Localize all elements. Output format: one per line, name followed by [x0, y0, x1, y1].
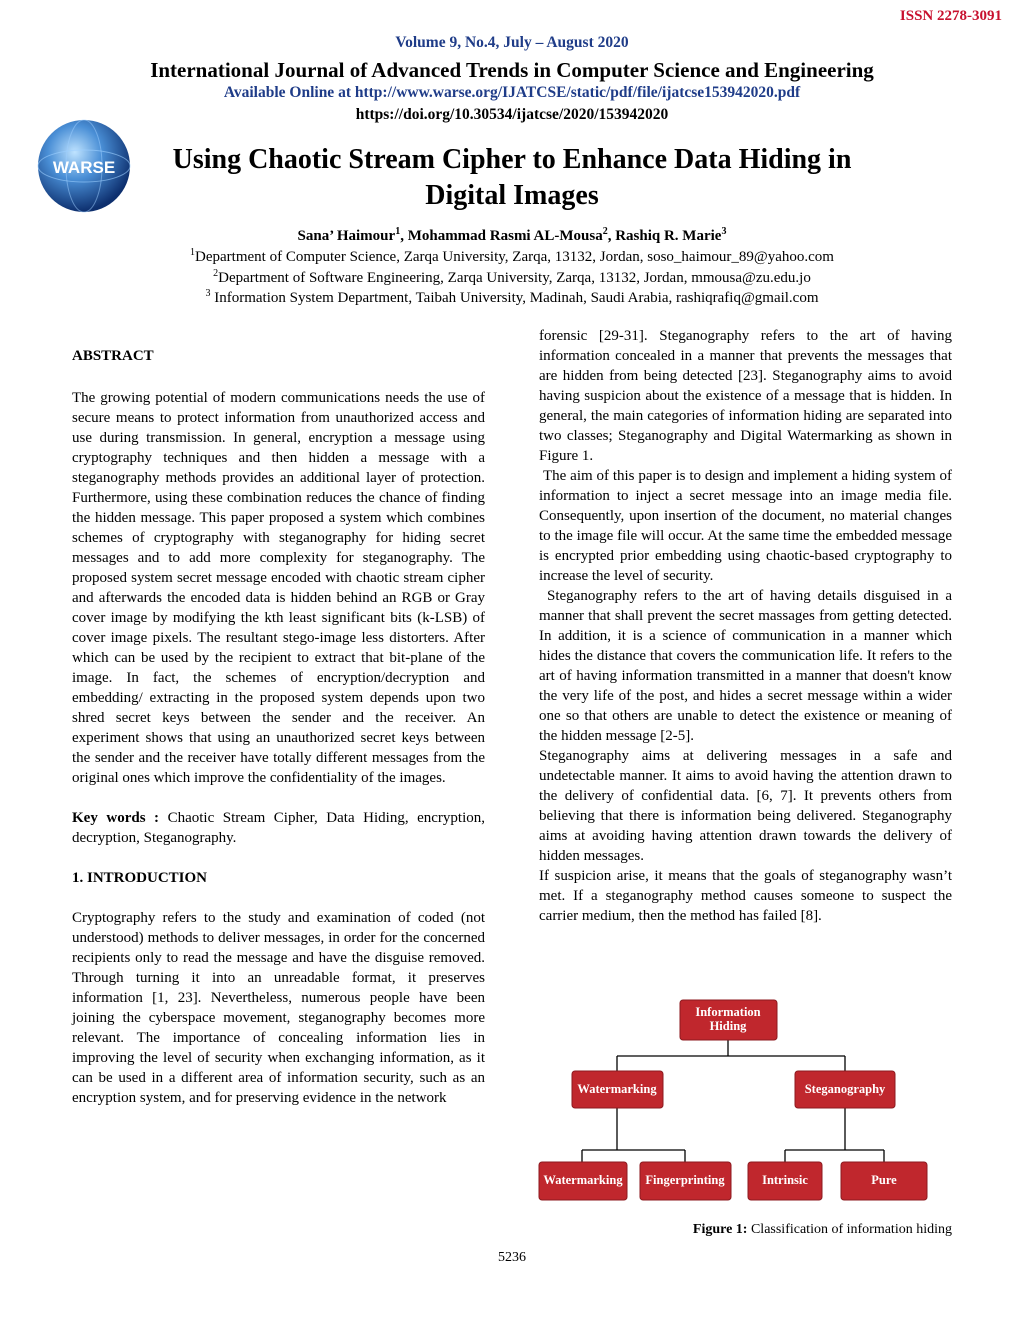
title-line-2: Digital Images	[425, 180, 599, 211]
node-fingerprinting-label: Fingerprinting	[645, 1173, 725, 1187]
affiliation-3	[0, 290, 1024, 307]
affiliation-3-text: Information System Department, Taibah University, Madinah, Saudi Arabia, rashiqrafiq@gmail.com	[210, 290, 819, 306]
issn: ISSN 2278-3091	[899, 8, 1002, 24]
page-number: 5236	[498, 1250, 526, 1265]
right-paragraph-5: If suspicion arise, it means that the goals of steganography wasn’t met. If a steganography method causes someone to suspect the carrier medium, then the method has failed [8].	[539, 868, 952, 924]
affiliation-1-text: Department of Computer Science, Zarqa University, Zarqa, 13132, Jordan, soso_haimour_89@yahoo.com	[195, 249, 834, 265]
left-column	[72, 346, 485, 1108]
author-list: Sana’ Haimour$^1$, Mohammad Rasmi AL-Mousa$^2$, Rashiq R. Marie$^3$	[297, 226, 727, 244]
author-2-sup: 2	[602, 226, 608, 237]
right-paragraph-2: The aim of this paper is to design and implement a hiding system of information to inject a secret message into an image media file. Consequently, upon insertion of the document, no material changes to the image file will occur. At the same time the embedded message is encrypted prior embedding using chaotic-based cryptography to increase the level of security.	[539, 468, 952, 584]
node-fingerprinting	[640, 1162, 731, 1200]
right-paragraph-1: forensic [29-31]. Steganography refers to the art of having information concealed in a manner that prevents the messages that are hidden from being detected [23]. Steganography aims to avoid having suspicion about the existence of a message that is hidden. In general, the main categories of information hiding are separated into two classes; Steganography and Digital Watermarking as shown in Figure 1.	[539, 328, 952, 464]
author-1: Sana’ Haimour	[297, 228, 396, 244]
author-3-sup: 3	[721, 226, 727, 237]
affiliation-3-sup: 3	[205, 288, 211, 299]
author-1-sup: 1	[395, 226, 401, 237]
abstract-heading: ABSTRACT	[72, 348, 154, 364]
node-information-hiding-label: Information Hiding	[695, 1005, 761, 1033]
node-watermarking-label: Watermarking	[577, 1082, 657, 1096]
journal-name: International Journal of Advanced Trends in Computer Science and Engineering	[150, 58, 874, 82]
node-intrinsic-label: Intrinsic	[762, 1173, 808, 1187]
node-leaf-watermarking	[539, 1162, 627, 1200]
paper-title	[0, 142, 1024, 214]
intro-heading: 1. INTRODUCTION	[72, 870, 208, 886]
title-line-1: Using Chaotic Stream Cipher to Enhance Data Hiding in	[172, 144, 852, 175]
affiliation-1-sup: 1	[190, 247, 196, 258]
intro-text: Cryptography refers to the study and examination of coded (not understood) methods to deliver messages, in order for the concerned recipients only to read the message and have the disguise removed. Through turning it into an unreadable format, it preserves information [1, 23]. Nevertheless, numerous people have been joining the cyberspace movement, steganography becomes more relevant. The importance of concealing information lies in improving the level of security when exchanging information, as it can be used in a different area of information security, such as an encryption system, and for preserving evidence in the network	[72, 910, 485, 1106]
keywords-text: Chaotic Stream Cipher, Data Hiding, encryption, decryption, Steganography.	[72, 810, 485, 846]
caption-text: Classification of information hiding	[747, 1222, 952, 1237]
affiliation-2-text: Department of Software Engineering, Zarqa University, Zarqa, 13132, Jordan, mmousa@zu.edu.jo	[218, 270, 811, 286]
abstract-text: The growing potential of modern communications needs the use of secure means to protect information from unauthorized access and use during transmission. In general, encryption a message using cryptography techniques and then hidden a message with a steganography methods provides an additional layer of protection. Furthermore, using these combination reduces the chance of finding the hidden message. This paper proposed a system which combines schemes of cryptography with steganography for hiding secret messages and to add more complexity for steganography. The proposed system secret message encoded with chaotic stream cipher and afterwards the encoded data is hidden behind an RGB or Gray cover image by modifying the kth least significant bits (k-LSB) of cover image pixels. The resultant stego-image less distorters. After which can be used by the recipient to extract that bit-plane of the image. In fact, the schemes of encryption/decryption and embedding/ extracting in the proposed system depends upon two shred secret keys between the sender and the receiver. An experiment shows that using an unauthorized secret keys between the sender and the receiver have totally different messages from the original ones which improve the confidentiality of the images.	[72, 390, 485, 786]
node-steganography	[795, 1071, 895, 1108]
node-intrinsic	[748, 1162, 822, 1200]
keywords-label: Key words :	[72, 810, 160, 826]
volume-line: Volume 9, No.4, July – August 2020	[395, 34, 629, 51]
keywords	[72, 808, 485, 848]
right-paragraph-3: Steganography refers to the art of having details disguised in a manner that shall prevent the secret massages from getting detected. In addition, it is a science of communication in a manner which hides the distance that covers the communication life. It refers to the art of having information transmitted in a manner that doesn't know the very life of the post, and hides a secret message within a wider one so that others are unable to detect the existence or meaning of the hidden message [2-5].	[539, 588, 952, 744]
figure-1-caption	[539, 1222, 952, 1238]
doi-link[interactable]: https://doi.org/10.30534/ijatcse/2020/153942020	[355, 106, 669, 123]
node-leaf-watermarking-label: Watermarking	[543, 1173, 623, 1187]
node-information-hiding	[680, 1000, 777, 1040]
node-steganography-label: Steganography	[804, 1082, 886, 1096]
logo-text: WARSE	[52, 158, 116, 177]
node-watermarking	[572, 1071, 663, 1108]
author-3: Rashiq R. Marie	[615, 228, 722, 244]
node-pure-label: Pure	[871, 1173, 897, 1187]
affiliation-1	[0, 249, 1024, 266]
availability-link[interactable]: Available Online at http://www.warse.org/IJATCSE/static/pdf/file/ijatcse153942020.pdf	[223, 84, 801, 101]
affiliation-2	[0, 270, 1024, 287]
right-column	[539, 326, 952, 926]
figure-1-diagram	[530, 990, 960, 1212]
affiliation-2-sup: 2	[213, 268, 219, 279]
caption-label: Figure 1:	[692, 1222, 748, 1237]
author-2: Mohammad Rasmi AL-Mousa	[407, 228, 603, 244]
right-paragraph-4: Steganography aims at delivering messages in a safe and undetectable manner. It aims to avoid having the attention drawn to the delivery of confidential data. [6, 7]. It prevents others from believing that there is information being delivered. Steganography aims at avoiding having attention drawn towards the delivery of hidden messages.	[539, 748, 952, 864]
node-pure	[841, 1162, 927, 1200]
